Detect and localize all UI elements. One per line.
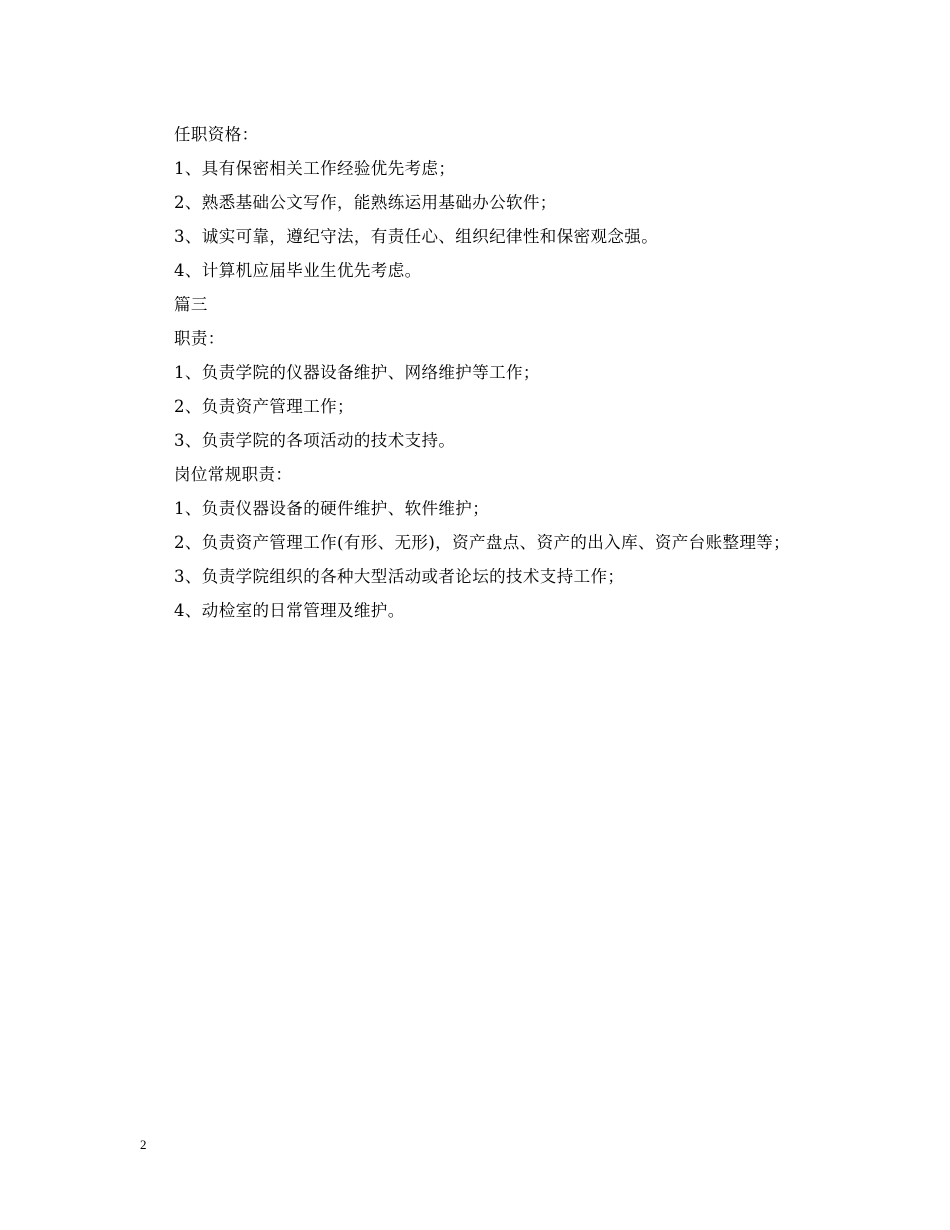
- regular-duties-heading: 岗位常规职责：: [174, 465, 293, 484]
- qualification-item: 4、计算机应届毕业生优先考虑。: [174, 261, 422, 280]
- qualification-item: 3、诚实可靠，遵纪守法，有责任心、组织纪律性和保密观念强。: [174, 227, 659, 246]
- regular-duty-item: 4、动检室的日常管理及维护。: [174, 601, 405, 620]
- qualification-item: 2、熟悉基础公文写作，能熟练运用基础办公软件；: [174, 193, 557, 212]
- regular-duty-item: 2、负责资产管理工作(有形、无形)，资产盘点、资产的出入库、资产台账整理等；: [174, 533, 791, 552]
- regular-duty-item: 1、负责仪器设备的硬件维护、软件维护；: [174, 499, 490, 518]
- regular-duty-item: 3、负责学院组织的各种大型活动或者论坛的技术支持工作；: [174, 567, 625, 586]
- duty-item: 1、负责学院的仪器设备维护、网络维护等工作；: [174, 363, 540, 382]
- duties-heading: 职责：: [174, 329, 225, 348]
- qualifications-heading: 任职资格：: [174, 125, 259, 144]
- document-body: [140, 118, 820, 628]
- page-number: 2: [140, 1137, 147, 1152]
- qualification-item: 1、具有保密相关工作经验优先考虑；: [174, 159, 456, 178]
- duty-item: 3、负责学院的各项活动的技术支持。: [174, 431, 456, 450]
- section-heading: 篇三: [174, 295, 208, 314]
- duty-item: 2、负责资产管理工作；: [174, 397, 354, 416]
